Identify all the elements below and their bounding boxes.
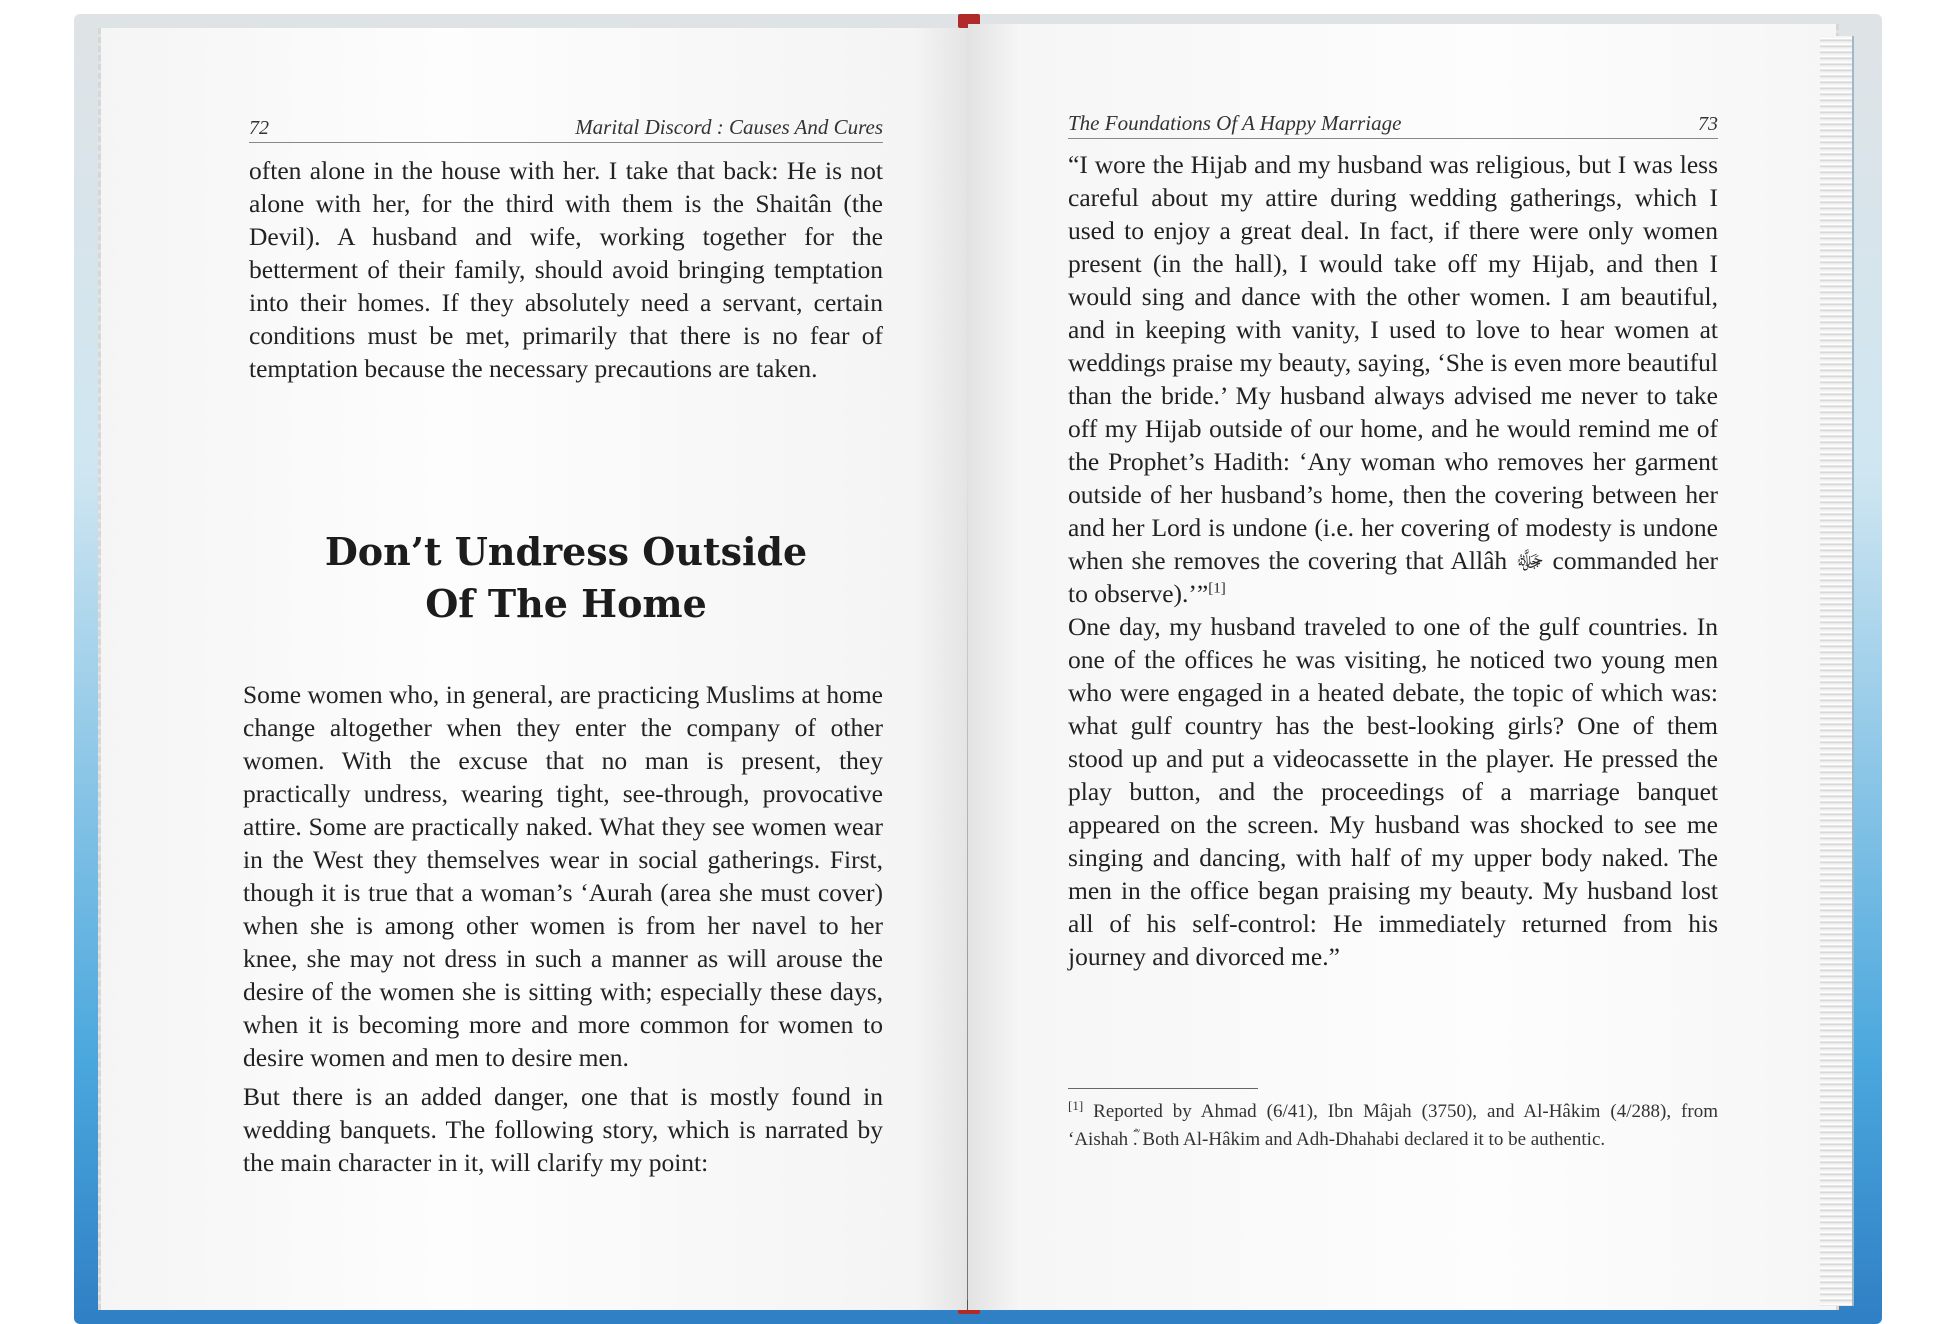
left-top-paragraph: often alone in the house with her. I take that back: He is not alone with her, for the third with them is the Shaitân (the Devil). A husband and wife, working together for the betterment of their family, should avoid bringing temptation into their homes. If they absolutely need a servant, certain conditions must be met, primarily that there is no fear of temptation because the necessary precautions are taken. [249, 156, 883, 383]
left-page [98, 28, 967, 1310]
right-paragraph-quote [1068, 148, 1718, 610]
page-edges [1820, 36, 1854, 1306]
left-running-head [249, 108, 883, 143]
left-paragraph-1: Some women who, in general, are practicing Muslims at home change altogether when they enter the company of other women. With the excuse that no man is present, they practically undress, wearing tight, see-through, provocative attire. Some are practically naked. What they see women wear in the West they themselves wear in social gatherings. First, though it is true that a woman’s ‘Aurah (area she must cover) when she is among other women is from her navel to her knee, she may not dress in such a manner as will arouse the desire of the women she is sitting with; especially these days, when it is becoming more and more common for women to desire women and men to desire men. [243, 680, 883, 1072]
footnote-text: Reported by Ahmad (6/41), Ibn Mâjah (3750), and Al-Hâkim (4/288), from ‘Aishah ؓ. Both Al-Hâkim and Adh-Dhahabi declared it to be authentic. [1068, 1101, 1718, 1150]
left-page-number: 72 [249, 117, 269, 139]
left-paragraph-2: But there is an added danger, one that is mostly found in wedding banquets. The following story, which is narrated by the main character in it, will clarify my point: [243, 1082, 883, 1177]
chapter-heading [249, 526, 883, 630]
right-quote-text: “I wore the Hijab and my husband was religious, but I was less careful about my attire during wedding gatherings, which I used to enjoy a great deal. In fact, if there were only women present (in the hall), I would take off my Hijab, and then I would sing and dance with the other women. I am beautiful, and in keeping with vanity, I used to love to hear women at weddings praise my beauty, saying, ‘She is even more beautiful than the bride.’ My husband always advised me never to take off my Hijab outside of our home, and he would remind me of the Prophet’s Hadith: ‘Any woman who removes her garment outside of her husband’s home, then the covering between her and her Lord is undone (i.e. her covering of modesty is undone when she removes the covering that Allâh ﷻ commanded her to observe).’” [1068, 150, 1718, 608]
right-page-number: 73 [1698, 113, 1718, 135]
chapter-heading-line1: Don’t Undress Outside [324, 529, 808, 574]
left-top-text [249, 154, 883, 391]
chapter-heading-line2: Of The Home [425, 581, 707, 626]
footnote-divider [1068, 1088, 1258, 1089]
footnote-reference: [1] [1208, 580, 1226, 597]
right-paragraph-story: One day, my husband traveled to one of the gulf countries. In one of the offices he was visiting, he noticed two young men who were engaged in a heated debate, the topic of which was: what gulf country has the best-looking girls? One of them stood up and put a videocassette in the player. He pressed the play button, and the proceedings of a marriage banquet appeared on the screen. My husband was shocked to see me singing and dancing, with half of my upper body naked. The men in the office began praising my beauty. My husband lost all of his self-control: He immediately returned from his journey and divorced me.” [1068, 612, 1718, 971]
footnote-marker: [1] [1068, 1097, 1084, 1113]
right-running-head [1068, 104, 1718, 139]
left-running-title: Marital Discord : Causes And Cures [575, 115, 883, 139]
left-main-text [243, 678, 883, 1185]
right-running-title: The Foundations Of A Happy Marriage [1068, 111, 1402, 135]
footnote [1068, 1098, 1718, 1154]
right-page [968, 24, 1839, 1310]
right-main-text [1068, 148, 1718, 979]
